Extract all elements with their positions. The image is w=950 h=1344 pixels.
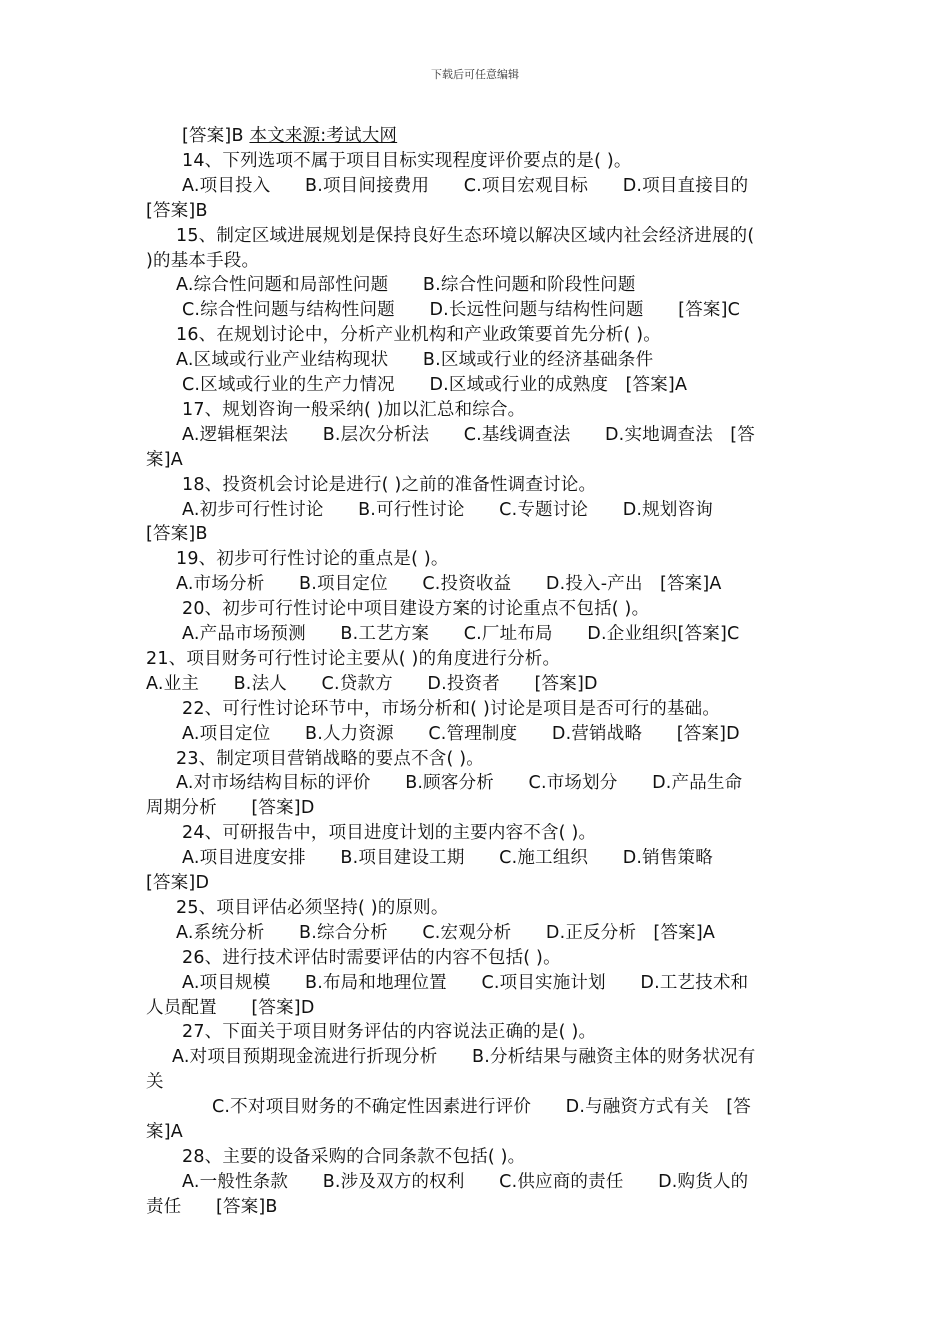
- text-line: [146, 199, 208, 224]
- text-line: [176, 896, 449, 921]
- text-line: [146, 448, 183, 473]
- text-line: [176, 273, 636, 298]
- text-line: [146, 1195, 278, 1220]
- text-line: [176, 547, 449, 572]
- line-text: A.一般性条款 B.涉及双方的权利 C.供应商的责任 D.购货人的: [182, 1171, 749, 1192]
- line-text: 人员配置 [答案]D: [146, 997, 315, 1018]
- line-text: 27、下面关于项目财务评估的内容说法正确的是( )。: [182, 1022, 597, 1043]
- text-line: [182, 846, 713, 871]
- text-line: [182, 373, 687, 398]
- line-text: 15、制定区域进展规划是保持良好生态环境以解决区域内社会经济进展的(: [176, 225, 755, 246]
- line-text: A.业主 B.法人 C.贷款方 D.投资者 [答案]D: [146, 673, 598, 694]
- line-text: [答案]B: [182, 126, 250, 146]
- text-line: [182, 597, 649, 622]
- text-line: [182, 398, 525, 423]
- text-line: [182, 1145, 525, 1170]
- line-text: 案]A: [146, 449, 183, 470]
- line-text: A.对项目预期现金流进行折现分析 B.分析结果与融资主体的财务状况有: [172, 1047, 756, 1068]
- text-line: [172, 1045, 755, 1070]
- line-text: 16、在规划讨论中，分析产业机构和产业政策要首先分析( )。: [176, 325, 661, 346]
- text-line: [146, 796, 315, 821]
- text-line: [182, 946, 561, 971]
- line-text: 22、可行性讨论环节中，市场分析和( )讨论是项目是否可行的基础。: [182, 698, 721, 719]
- line-text: 关: [146, 1072, 164, 1093]
- text-line: [146, 996, 315, 1021]
- line-text: A.项目规模 B.布局和地理位置 C.项目实施计划 D.工艺技术和: [182, 972, 749, 993]
- text-line: [182, 423, 755, 448]
- text-line: [176, 323, 661, 348]
- line-text: 28、主要的设备采购的合同条款不包括( )。: [182, 1146, 526, 1167]
- line-text: 23、制定项目营销战略的要点不含( )。: [176, 748, 484, 769]
- line-text: C.区域或行业的生产力情况 D.区域或行业的成熟度 [答案]A: [182, 375, 688, 395]
- line-text: C.不对项目财务的不确定性因素进行评价 D.与融资方式有关 [答: [212, 1097, 752, 1118]
- text-line: [182, 473, 596, 498]
- line-text: A.项目投入 B.项目间接费用 C.项目宏观目标 D.项目直接目的: [182, 175, 749, 196]
- line-text: A.对市场结构目标的评价 B.顾客分析 C.市场划分 D.产品生命: [176, 773, 743, 794]
- text-line: [182, 124, 397, 149]
- line-text: A.市场分析 B.项目定位 C.投资收益 D.投入-产出 [答案]A: [176, 574, 722, 595]
- line-text: 26、进行技术评估时需要评估的内容不包括( )。: [182, 947, 561, 968]
- text-line: [146, 1120, 183, 1145]
- line-text: 25、项目评估必须坚持( )的原则。: [176, 897, 449, 918]
- text-line: [212, 1095, 751, 1120]
- text-line: [182, 498, 713, 523]
- text-line: [146, 672, 598, 697]
- text-line: [146, 1070, 164, 1095]
- text-line: [176, 224, 754, 249]
- line-text: 24、可研报告中，项目进度计划的主要内容不含( )。: [182, 823, 597, 844]
- text-line: [146, 249, 259, 274]
- text-line: [182, 722, 740, 747]
- text-line: [182, 298, 740, 323]
- page-header: 下载后可任意编辑: [431, 68, 519, 81]
- line-text: C.综合性问题与结构性问题 D.长远性问题与结构性问题 [答案]C: [182, 300, 741, 321]
- line-text: 21、项目财务可行性讨论主要从( )的角度进行分析。: [146, 648, 561, 669]
- line-text: 17、规划咨询一般采纳( )加以汇总和综合。: [182, 399, 526, 420]
- text-line: [146, 871, 209, 896]
- line-text: 20、初步可行性讨论中项目建设方案的讨论重点不包括( )。: [182, 599, 650, 620]
- text-line: [182, 622, 739, 647]
- line-text: A.逻辑框架法 B.层次分析法 C.基线调查法 D.实地调查法 [答: [182, 424, 755, 445]
- line-text: [答案]B: [146, 524, 208, 545]
- text-line: [146, 522, 208, 547]
- text-line: [182, 821, 596, 846]
- line-text: 19、初步可行性讨论的重点是( )。: [176, 549, 449, 570]
- line-text: 案]A: [146, 1122, 183, 1142]
- line-text: A.初步可行性讨论 B.可行性讨论 C.专题讨论 D.规划咨询: [182, 499, 713, 520]
- line-text: [答案]D: [146, 873, 210, 893]
- line-text: )的基本手段。: [146, 250, 260, 271]
- line-text: A.产品市场预测 B.工艺方案 C.厂址布局 D.企业组织[答案]C: [182, 624, 740, 644]
- line-text: 18、投资机会讨论是进行( )之前的准备性调查讨论。: [182, 474, 597, 495]
- line-text: 责任 [答案]B: [146, 1196, 278, 1217]
- line-text: A.项目定位 B.人力资源 C.管理制度 D.营销战略 [答案]D: [182, 723, 740, 744]
- source-link[interactable]: 本文来源:考试大网: [249, 126, 398, 146]
- line-text: A.系统分析 B.综合分析 C.宏观分析 D.正反分析 [答案]A: [176, 922, 716, 943]
- text-line: [182, 1020, 596, 1045]
- line-text: A.综合性问题和局部性问题 B.综合性问题和阶段性问题: [176, 275, 636, 296]
- text-line: [182, 697, 720, 722]
- text-line: [182, 1170, 748, 1195]
- line-text: A.区域或行业产业结构现状 B.区域或行业的经济基础条件: [176, 350, 654, 371]
- text-line: [182, 174, 748, 199]
- text-line: [176, 747, 484, 772]
- text-line: [176, 348, 653, 373]
- line-text: A.项目进度安排 B.项目建设工期 C.施工组织 D.销售策略: [182, 848, 713, 869]
- text-line: [176, 771, 742, 796]
- line-text: 周期分析 [答案]D: [146, 798, 315, 819]
- text-line: [176, 921, 715, 946]
- text-line: [176, 572, 722, 597]
- text-line: [182, 971, 748, 996]
- text-line: [182, 149, 632, 174]
- text-line: [146, 647, 560, 672]
- line-text: 14、下列选项不属于项目目标实现程度评价要点的是( )。: [182, 150, 632, 171]
- line-text: [答案]B: [146, 200, 208, 221]
